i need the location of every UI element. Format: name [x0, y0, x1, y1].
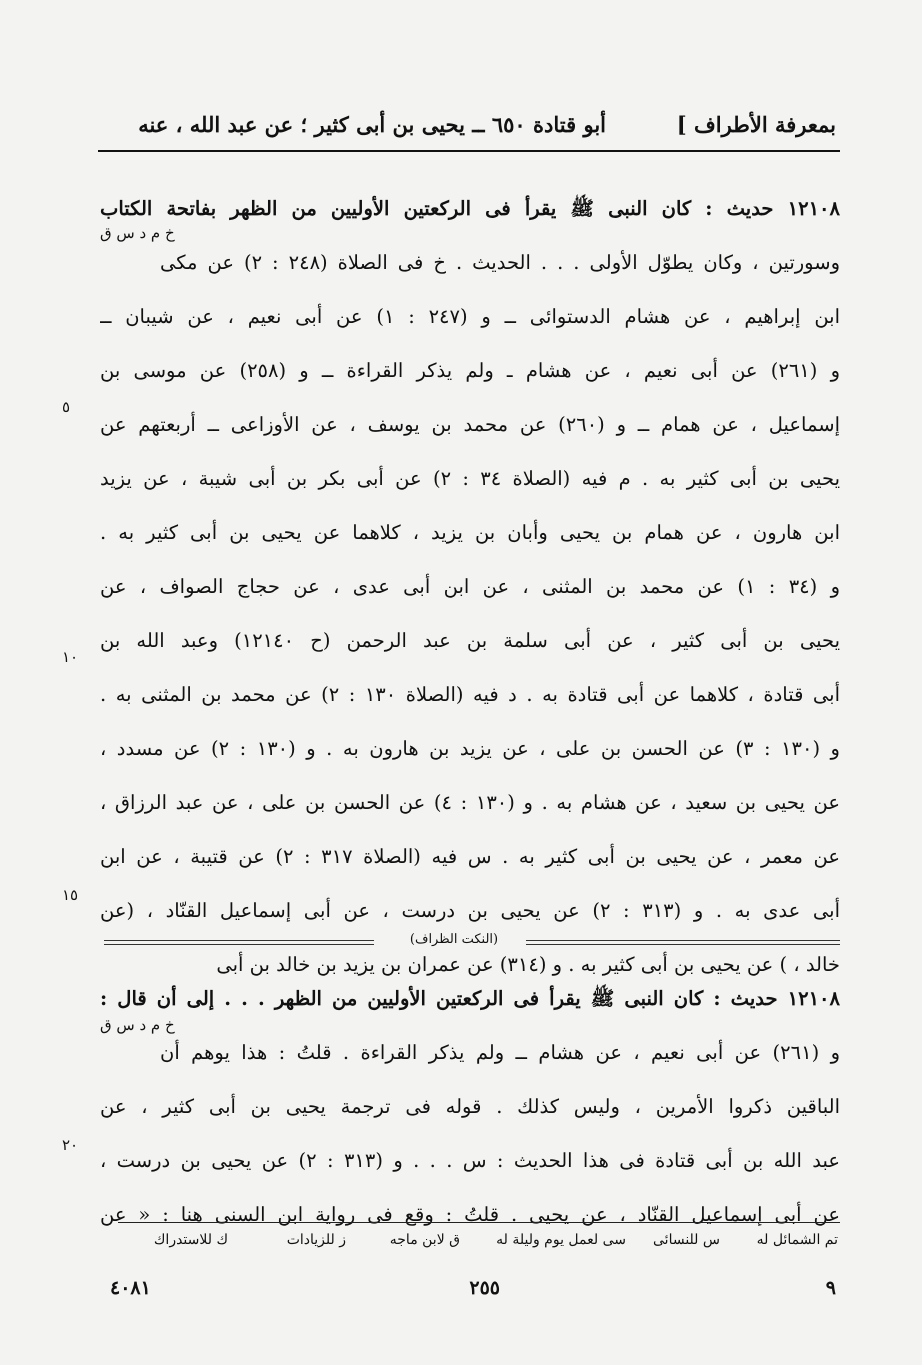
text-line: الباقين ذكروا الأمرين ، وليس كذلك . قوله فى ترجمة يحيى بن أبى كثير ، عن: [100, 1095, 840, 1118]
header-rule: [98, 150, 840, 152]
text-line: عن يحيى بن سعيد ، عن هشام به . و (١٣٠ : ٤) عن الحسن بن على ، عن عبد الرزاق ،: [100, 791, 840, 814]
divider-rule: [526, 940, 840, 945]
footnote-item: تم الشمائل له: [756, 1232, 838, 1248]
footnote-item: سى لعمل يوم وليلة له: [496, 1232, 626, 1248]
text-line: ١٢١٠٨ حديث : كان النبى ﷺ يقرأ فى الركعتين الأوليين من الظهر بفاتحة الكتاب: [100, 197, 840, 220]
text-line: عبد الله بن أبى قتادة فى هذا الحديث : س . . . و (٣١٣ : ٢) عن يحيى بن درست ،: [100, 1149, 840, 1172]
footnote-item: ز للزيادات: [286, 1232, 346, 1248]
text-line: إسماعيل ، عن همام ــ و (٢٦٠) عن محمد بن يوسف ، عن الأوزاعى ــ أربعتهم عن: [100, 413, 840, 436]
nukat-entry: [100, 972, 840, 1242]
text-line: و (٢٦١) عن أبى نعيم ، عن هشام ـ ولم يذكر القراءة ــ و (٢٥٨) عن موسى بن: [100, 359, 840, 382]
footnote-item: ق لابن ماجه: [389, 1232, 460, 1248]
page-footer: [110, 1277, 840, 1307]
footnote-item: س للنسائى: [653, 1232, 720, 1248]
sigla: خ م د س ق: [100, 1016, 175, 1034]
header-right: بمعرفة الأطراف ]: [676, 112, 836, 137]
text-line: و (٢٦١) عن أبى نعيم ، عن هشام ــ ولم يذكر القراءة . قلتُ : هذا يوهم أن: [160, 1041, 840, 1064]
abbreviation-key: [120, 1232, 838, 1256]
line-number: ٢٠: [62, 1136, 79, 1154]
divider-label: (النكت الظراف): [409, 932, 499, 947]
main-entry: [100, 182, 840, 992]
header-title: أبو قتادة ٦٥٠ ــ يحيى بن أبى كثير ؛ عن عبد الله ، عنه: [138, 112, 606, 137]
text-line: وسورتين ، وكان يطوّل الأولى . . . الحديث . خ فى الصلاة (٢٤٨ : ٢) عن مكى: [160, 251, 840, 274]
line-number: ١٠: [62, 648, 79, 666]
footer-left-number: ٤٠٨١: [110, 1277, 151, 1299]
text-line: أبى قتادة ، كلاهما عن أبى قتادة به . د فيه (الصلاة ١٣٠ : ٢) عن محمد بن المثنى به .: [100, 683, 840, 706]
footnote-item: ك للاستدراك: [153, 1232, 228, 1248]
page-number: ٢٥٥: [469, 1277, 500, 1299]
text-line: عن معمر ، عن يحيى بن أبى كثير به . س فيه (الصلاة ٣١٧ : ٢) عن قتيبة ، عن ابن: [100, 845, 840, 868]
line-number: ٥: [62, 398, 71, 416]
text-line: يحيى بن أبى كثير ، عن أبى سلمة بن عبد الرحمن (ح ١٢١٤٠) وعبد الله بن: [100, 629, 840, 652]
text-line: أبى عدى به . و (٣١٣ : ٢) عن يحيى بن درست ، عن أبى إسماعيل القنّاد ، (عن: [100, 899, 840, 922]
text-line: و (١٣٠ : ٣) عن الحسن بن على ، عن يزيد بن هارون به . و (١٣٠ : ٢) عن مسدد ،: [100, 737, 840, 760]
sigla: خ م د س ق: [100, 224, 175, 242]
footnote-rule: [118, 1222, 840, 1223]
text-line: ابن هارون ، عن همام بن يحيى وأبان بن يزيد ، كلاهما عن يحيى بن أبى كثير به .: [100, 521, 840, 544]
text-line: ١٢١٠٨ حديث : كان النبى ﷺ يقرأ فى الركعتين الأوليين من الظهر . . . إلى أن قال :: [100, 987, 840, 1010]
section-divider: [104, 934, 840, 954]
divider-rule: [104, 940, 374, 945]
line-number: ١٥: [62, 886, 79, 904]
running-header: [98, 104, 836, 148]
text-line: و (٣٤ : ١) عن محمد بن المثنى ، عن ابن أبى عدى ، عن حجاج الصواف ، عن: [100, 575, 840, 598]
footer-right-number: ٩: [825, 1277, 836, 1299]
text-line: يحيى بن أبى كثير به . م فيه (الصلاة ٣٤ : ٢) عن أبى بكر بن أبى شيبة ، عن يزيد: [100, 467, 840, 490]
text-line: خالد ، ) عن يحيى بن أبى كثير به . و (٣١٤) عن عمران بن يزيد بن خالد بن أبى: [216, 953, 840, 976]
text-line: عن أبى إسماعيل القنّاد ، عن يحيى . قلتُ : وقع فى رواية ابن السنى هنا : « عن: [100, 1203, 840, 1226]
text-line: ابن إبراهيم ، عن هشام الدستوائى ــ و (٢٤٧ : ١) عن أبى نعيم ، عن شيبان ــ: [100, 305, 840, 328]
